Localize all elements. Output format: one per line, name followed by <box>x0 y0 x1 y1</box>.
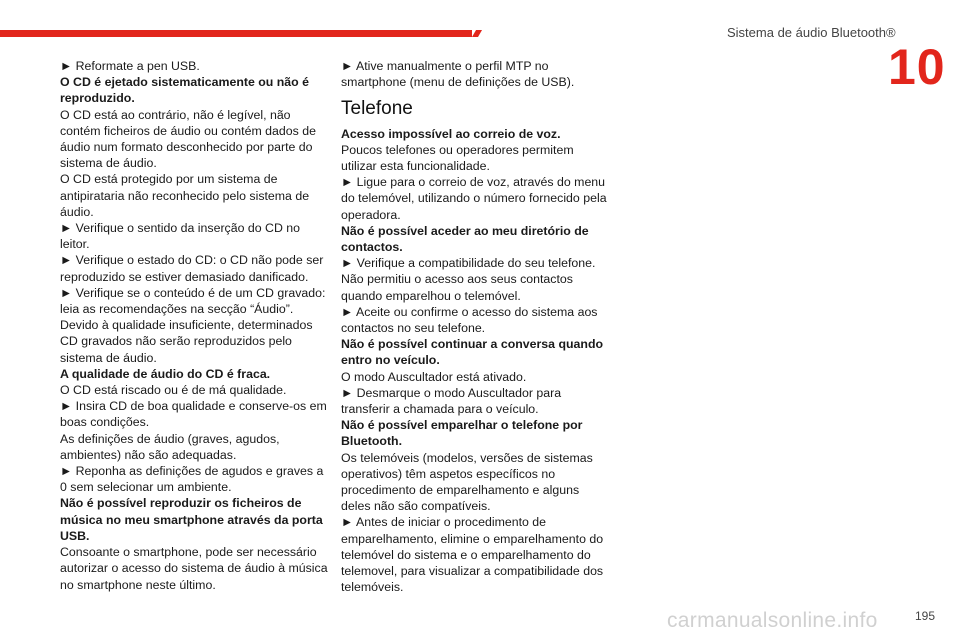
question-heading: Não é possível aceder ao meu diretório de contactos. <box>341 223 589 255</box>
paragraph: Os telemóveis (modelos, versões de sistemas operativos) têm aspetos específicos no procedimento de emparelhamento e alguns deles não são compatíveis. <box>341 450 593 514</box>
paragraph: Devido à qualidade insuficiente, determinados CD gravados não serão reproduzidos pelo sistema de áudio. <box>60 318 313 365</box>
page-number: 195 <box>915 609 936 623</box>
question-heading: Não é possível emparelhar o telefone por Bluetooth. <box>341 418 583 449</box>
paragraph: ► Aceite ou confirme o acesso do sistema aos contactos no seu telefone. <box>341 304 598 336</box>
paragraph: ► Verifique o estado do CD: o CD não pode ser reproduzido se estiver demasiado danificado. <box>60 253 324 284</box>
paragraph: O CD está protegido por um sistema de antipirataria não reconhecido pelo sistema de áudio. <box>60 172 310 219</box>
paragraph: ► Verifique o sentido da inserção do CD no leitor. <box>60 221 301 252</box>
paragraph: ► Reformate a pen USB. <box>60 59 200 73</box>
question-heading: A qualidade de áudio do CD é fraca. <box>60 366 271 381</box>
paragraph: ► Verifique a compatibilidade do seu telefone. <box>341 256 596 271</box>
left-column <box>60 58 330 593</box>
question-heading: Não é possível continuar a conversa quando entro no veículo. <box>341 337 604 368</box>
paragraph: ► Insira CD de boa qualidade e conserve-os em boas condições. <box>60 399 327 430</box>
paragraph: As definições de áudio (graves, agudos, ambientes) não são adequadas. <box>60 431 280 462</box>
paragraph: ► Verifique se o conteúdo é de um CD gravado: leia as recomendações na secção “Áudio”. <box>60 285 326 317</box>
chapter-number: 10 <box>888 39 946 95</box>
right-column <box>341 58 611 596</box>
watermark: carmanualsonline.info <box>667 609 878 632</box>
section-title: Sistema de áudio Bluetooth® <box>727 25 896 40</box>
paragraph: Não permitiu o acesso aos seus contactos quando emparelhou o telemóvel. <box>341 272 573 303</box>
paragraph: ► Ligue para o correio de voz, através do menu do telemóvel, utilizando o número fornecido pela operadora. <box>341 175 607 222</box>
paragraph: ► Desmarque o modo Auscultador para transferir a chamada para o veículo. <box>341 385 562 417</box>
header-accent-bar <box>0 30 472 37</box>
paragraph: ► Antes de iniciar o procedimento de emparelhamento, elimine o emparelhamento do telemóvel do sistema e o emparelhamento do telemovel, para visualizar a compatibilidade dos telemóveis. <box>341 515 604 595</box>
paragraph: O CD está riscado ou é de má qualidade. <box>60 383 287 398</box>
paragraph: O modo Auscultador está ativado. <box>341 369 527 384</box>
question-heading: O CD é ejetado sistematicamente ou não é reproduzido. <box>60 75 310 106</box>
question-heading: Não é possível reproduzir os ficheiros de música no meu smartphone através da porta USB. <box>60 496 323 543</box>
paragraph: ► Reponha as definições de agudos e graves a 0 sem selecionar um ambiente. <box>60 464 324 495</box>
paragraph: O CD está ao contrário, não é legível, não contém ficheiros de áudio ou contém dados de áudio num formato desconhecido por parte do sistema de áudio. <box>60 107 316 171</box>
paragraph: Consoante o smartphone, pode ser necessário autorizar o acesso do sistema de áudio à música no smartphone neste último. <box>60 545 328 592</box>
question-heading: Acesso impossível ao correio de voz. <box>341 126 561 141</box>
section-heading-telefone: Telefone <box>341 98 413 120</box>
paragraph: ► Ative manualmente o perfil MTP no smartphone (menu de definições de USB). <box>341 59 575 90</box>
paragraph: Poucos telefones ou operadores permitem utilizar esta funcionalidade. <box>341 142 574 174</box>
